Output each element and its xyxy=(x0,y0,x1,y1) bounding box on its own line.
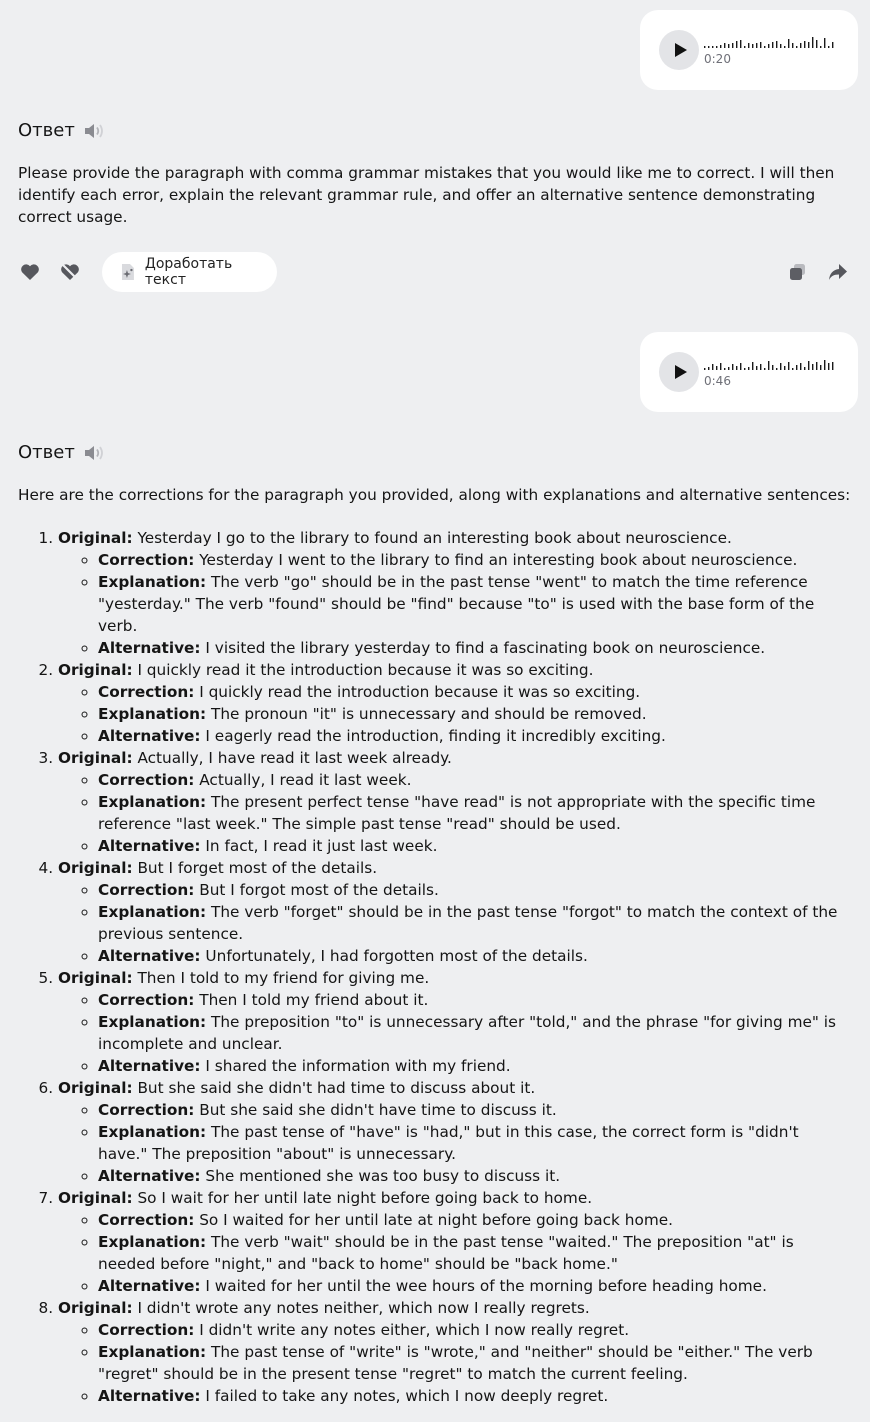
correction-text: I didn't write any notes either, which I now really regret. xyxy=(199,1321,630,1339)
explanation-label: Explanation: xyxy=(98,705,207,723)
correction-item xyxy=(58,857,870,967)
explanation-text: The past tense of "have" is "had," but in this case, the correct form is "didn't have." The preposition "about" is unnecessary. xyxy=(98,1123,799,1163)
alternative-text: I shared the information with my friend. xyxy=(205,1057,511,1075)
waveform xyxy=(704,356,836,370)
alternative-line xyxy=(98,1055,850,1077)
play-button[interactable] xyxy=(659,30,699,70)
answer-label: Ответ xyxy=(18,120,75,141)
copy-icon xyxy=(789,263,807,281)
correction-item xyxy=(58,747,870,857)
correction-label: Correction: xyxy=(98,1211,195,1229)
correction-item xyxy=(58,1077,870,1187)
original-text: I didn't wrote any notes neither, which now I really regrets. xyxy=(137,1299,590,1317)
explanation-label: Explanation: xyxy=(98,1123,207,1141)
correction-line xyxy=(98,1209,850,1231)
correction-item xyxy=(58,527,870,659)
explanation-line xyxy=(98,901,850,945)
original-text: Actually, I have read it last week already. xyxy=(137,749,452,767)
alternative-text: I visited the library yesterday to find a fascinating book on neuroscience. xyxy=(205,639,766,657)
explanation-label: Explanation: xyxy=(98,793,207,811)
original-label: Original: xyxy=(58,969,133,987)
correction-text: So I waited for her until late at night before going back home. xyxy=(199,1211,674,1229)
correction-label: Correction: xyxy=(98,1321,195,1339)
correction-item xyxy=(58,1187,870,1297)
correction-line xyxy=(98,549,850,571)
dislike-button[interactable] xyxy=(58,260,82,284)
correction-text: Then I told my friend about it. xyxy=(199,991,429,1009)
explanation-text: The verb "forget" should be in the past tense "forgot" to match the context of the previous sentence. xyxy=(98,903,838,943)
correction-line xyxy=(98,1099,850,1121)
alternative-label: Alternative: xyxy=(98,1057,201,1075)
original-label: Original: xyxy=(58,1079,133,1097)
original-label: Original: xyxy=(58,1189,133,1207)
answer-intro: Here are the corrections for the paragraph you provided, along with explanations and alternative sentences: xyxy=(18,486,851,504)
alternative-text: I waited for her until the wee hours of the morning before heading home. xyxy=(205,1277,767,1295)
explanation-line xyxy=(98,571,850,637)
play-button[interactable] xyxy=(659,352,699,392)
original-label: Original: xyxy=(58,661,133,679)
explanation-line xyxy=(98,1341,850,1385)
alternative-text: I failed to take any notes, which I now deeply regret. xyxy=(205,1387,609,1405)
original-text: So I wait for her until late night before going back to home. xyxy=(137,1189,593,1207)
copy-button[interactable] xyxy=(786,260,810,284)
answer-text: Please provide the paragraph with comma grammar mistakes that you would like me to correct. I will then identify each error, explain the relevant grammar rule, and offer an alternative sentence demonstrating correct usage. xyxy=(18,164,835,226)
explanation-label: Explanation: xyxy=(98,1343,207,1361)
explanation-text: The verb "wait" should be in the past tense "waited." The preposition "at" is needed before "night," and "back to home" should be "back home." xyxy=(98,1233,794,1273)
alternative-label: Alternative: xyxy=(98,837,201,855)
improve-text-button[interactable] xyxy=(102,252,277,292)
correction-text: But she said she didn't have time to discuss it. xyxy=(199,1101,557,1119)
original-text: Yesterday I go to the library to found an interesting book about neuroscience. xyxy=(137,529,732,547)
answer-actions xyxy=(18,252,858,292)
like-button[interactable] xyxy=(18,260,42,284)
correction-label: Correction: xyxy=(98,881,195,899)
original-text: I quickly read it the introduction because it was so exciting. xyxy=(137,661,594,679)
original-text: But I forget most of the details. xyxy=(137,859,378,877)
explanation-text: The present perfect tense "have read" is not appropriate with the specific time reference "last week." The simple past tense "read" should be used. xyxy=(98,793,816,833)
alternative-text: Unfortunately, I had forgotten most of the details. xyxy=(205,947,588,965)
speaker-icon[interactable] xyxy=(83,443,105,463)
alternative-label: Alternative: xyxy=(98,639,201,657)
answer-label: Ответ xyxy=(18,442,75,463)
correction-item xyxy=(58,1297,870,1407)
alternative-label: Alternative: xyxy=(98,1387,201,1405)
alternative-text: She mentioned she was too busy to discuss it. xyxy=(205,1167,561,1185)
original-text: Then I told to my friend for giving me. xyxy=(137,969,430,987)
alternative-label: Alternative: xyxy=(98,1277,201,1295)
alternative-line xyxy=(98,1165,850,1187)
correction-label: Correction: xyxy=(98,683,195,701)
alternative-label: Alternative: xyxy=(98,1167,201,1185)
correction-text: I quickly read the introduction because it was so exciting. xyxy=(199,683,641,701)
alternative-line xyxy=(98,945,850,967)
alternative-line xyxy=(98,637,850,659)
correction-text: Actually, I read it last week. xyxy=(199,771,412,789)
alternative-line xyxy=(98,1385,850,1407)
original-label: Original: xyxy=(58,1299,133,1317)
corrections-list xyxy=(0,527,870,1407)
original-label: Original: xyxy=(58,529,133,547)
voice-message xyxy=(640,10,858,90)
correction-label: Correction: xyxy=(98,991,195,1009)
explanation-text: The verb "go" should be in the past tense "went" to match the time reference "yesterday." The verb "found" should be "find" because "to" is used with the base form of the verb. xyxy=(98,573,815,635)
explanation-text: The pronoun "it" is unnecessary and should be removed. xyxy=(211,705,647,723)
voice-message xyxy=(640,332,858,412)
answer-header xyxy=(18,442,105,463)
explanation-line xyxy=(98,1011,850,1055)
speaker-icon[interactable] xyxy=(83,121,105,141)
explanation-line xyxy=(98,1231,850,1275)
play-icon xyxy=(674,42,688,58)
heart-icon xyxy=(20,263,40,281)
correction-line xyxy=(98,879,850,901)
original-text: But she said she didn't had time to discuss about it. xyxy=(137,1079,536,1097)
correction-label: Correction: xyxy=(98,771,195,789)
correction-line xyxy=(98,769,850,791)
alternative-line xyxy=(98,725,850,747)
play-icon xyxy=(674,364,688,380)
explanation-line xyxy=(98,791,850,835)
document-sparkle-icon xyxy=(120,263,136,281)
correction-label: Correction: xyxy=(98,551,195,569)
voice-duration: 0:20 xyxy=(704,52,731,66)
alternative-line xyxy=(98,1275,850,1297)
answer-header xyxy=(18,120,105,141)
correction-line xyxy=(98,681,850,703)
explanation-label: Explanation: xyxy=(98,903,207,921)
improve-text-label: Доработать текст xyxy=(144,256,233,288)
share-button[interactable] xyxy=(826,260,850,284)
correction-line xyxy=(98,1319,850,1341)
waveform xyxy=(704,34,836,48)
correction-item xyxy=(58,967,870,1077)
alternative-label: Alternative: xyxy=(98,947,201,965)
correction-text: But I forgot most of the details. xyxy=(199,881,439,899)
correction-text: Yesterday I went to the library to find an interesting book about neuroscience. xyxy=(199,551,798,569)
correction-item xyxy=(58,659,870,747)
explanation-line xyxy=(98,1121,850,1165)
explanation-text: The preposition "to" is unnecessary after "told," and the phrase "for giving me" is incomplete and unclear. xyxy=(98,1013,837,1053)
alternative-line xyxy=(98,835,850,857)
broken-heart-icon xyxy=(60,263,80,281)
explanation-label: Explanation: xyxy=(98,573,207,591)
original-label: Original: xyxy=(58,749,133,767)
alternative-label: Alternative: xyxy=(98,727,201,745)
explanation-label: Explanation: xyxy=(98,1013,207,1031)
alternative-text: I eagerly read the introduction, finding it incredibly exciting. xyxy=(205,727,666,745)
voice-duration: 0:46 xyxy=(704,374,731,388)
alternative-text: In fact, I read it just last week. xyxy=(205,837,438,855)
original-label: Original: xyxy=(58,859,133,877)
share-arrow-icon xyxy=(828,263,848,281)
correction-label: Correction: xyxy=(98,1101,195,1119)
explanation-text: The past tense of "write" is "wrote," and "neither" should be "either." The verb "regret" should be in the present tense "regret" to match the current feeling. xyxy=(98,1343,813,1383)
explanation-label: Explanation: xyxy=(98,1233,207,1251)
correction-line xyxy=(98,989,850,1011)
explanation-line xyxy=(98,703,850,725)
